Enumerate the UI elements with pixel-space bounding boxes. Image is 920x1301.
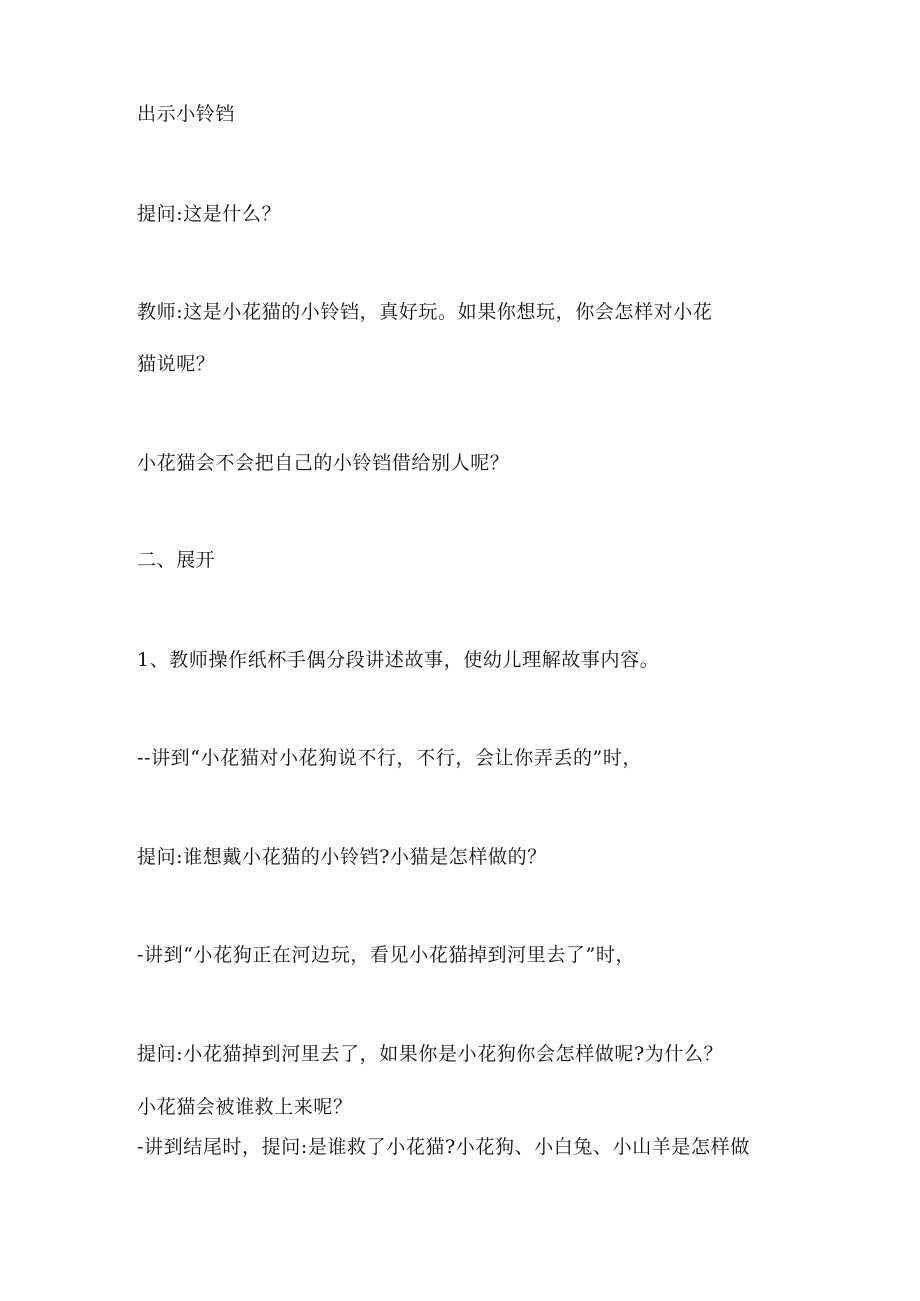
- text-line-teacher-intro: 教师:这是小花猫的小铃铛，真好玩。如果你想玩，你会怎样对小花: [137, 301, 713, 323]
- text-line-question-who-wants: 提问:谁想戴小花猫的小铃铛?小猫是怎样做的？: [137, 846, 547, 868]
- text-line-story-ending: -讲到结尾时，提问:是谁救了小花猫?小花狗、小白兔、小山羊是怎样做: [137, 1136, 750, 1158]
- text-line-step-1: 1、教师操作纸杯手偶分段讲述故事，使幼儿理解故事内容。: [137, 649, 660, 671]
- text-line-story-part-1: --讲到“小花猫对小花狗说不行，不行，会让你弄丢的”时，: [137, 747, 643, 769]
- text-line-teacher-intro-cont: 猫说呢？: [137, 353, 216, 375]
- text-line-lend-question: 小花猫会不会把自己的小铃铛借给别人呢？: [137, 452, 510, 474]
- text-line-question-river: 提问:小花猫掉到河里去了，如果你是小花狗你会怎样做呢?为什么？: [137, 1043, 724, 1065]
- text-line-question-rescue: 小花猫会被谁救上来呢？: [137, 1096, 353, 1118]
- text-line-show-bell: 出示小铃铛: [137, 103, 236, 125]
- text-line-question-what: 提问:这是什么？: [137, 203, 282, 225]
- text-line-story-part-2: -讲到“小花狗正在河边玩，看见小花猫掉到河里去了”时，: [137, 944, 636, 966]
- section-heading-expand: 二、展开: [137, 549, 216, 571]
